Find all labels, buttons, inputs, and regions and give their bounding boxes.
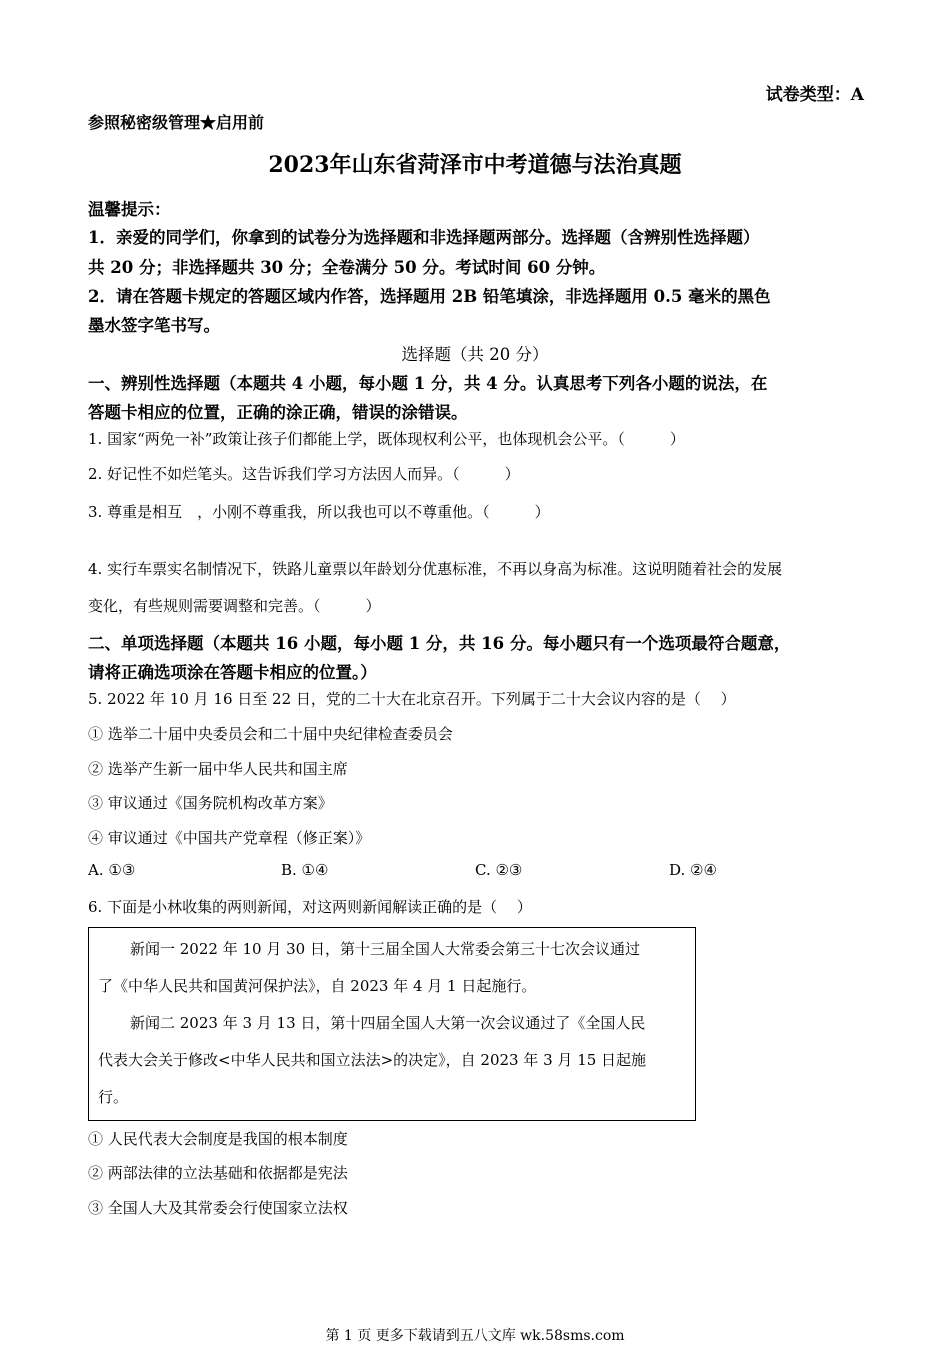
page-footer: 第 1 页 更多下载请到五八文库 wk.58sms.com [325, 1328, 625, 1344]
section-header: 选择题（共 20 分） [401, 345, 549, 364]
part1-heading: 一、辨别性选择题（本题共 4 小题，每小题 1 分，共 4 分。认真思考下列各小题的说法，在 [88, 374, 768, 393]
part2-heading: 请将正确选项涂在答题卡相应的位置。） [88, 663, 377, 682]
news-line: 行。 [98, 1088, 129, 1106]
option-d: D. ②④ [669, 861, 717, 879]
question-6-item: ② 两部法律的立法基础和依据都是宪法 [88, 1164, 348, 1182]
question-5-item: ④ 审议通过《中国共产党章程（修正案）》 [88, 829, 371, 847]
question-6-item: ① 人民代表大会制度是我国的根本制度 [88, 1130, 348, 1148]
tips-line: 墨水签字笔书写。 [88, 316, 220, 335]
page-title: 2023年山东省菏泽市中考道德与法治真题 [268, 152, 682, 178]
question-2: 2. 好记性不如烂笔头。这告诉我们学习方法因人而异。（ ） [88, 465, 520, 483]
question-5-item: ③ 审议通过《国务院机构改革方案》 [88, 794, 333, 812]
secret-level: 参照秘密级管理★启用前 [88, 113, 265, 132]
part2-heading: 二、单项选择题（本题共 16 小题，每小题 1 分，共 16 分。每小题只有一个选项最符合题意， [88, 634, 791, 653]
question-5-item: ① 选举二十届中央委员会和二十届中央纪律检查委员会 [88, 725, 453, 743]
news-line: 新闻二 2023 年 3 月 13 日，第十四届全国人大第一次会议通过了《全国人民 [130, 1014, 646, 1032]
tips-heading: 温馨提示： [88, 200, 171, 219]
news-line: 代表大会关于修改<中华人民共和国立法法>的决定》，自 2023 年 3 月 15 日起施 [98, 1051, 647, 1069]
news-line: 新闻一 2022 年 10 月 30 日，第十三届全国人大常委会第三十七次会议通过 [130, 940, 640, 958]
question-6-item: ③ 全国人大及其常委会行使国家立法权 [88, 1199, 348, 1217]
part1-heading: 答题卡相应的位置，正确的涂正确，错误的涂错误。 [88, 403, 468, 422]
question-5-item: ② 选举产生新一届中华人民共和国主席 [88, 760, 348, 778]
option-b: B. ①④ [281, 861, 329, 879]
question-4: 变化，有些规则需要调整和完善。（ ） [88, 597, 381, 615]
tips-line: 2．请在答题卡规定的答题区域内作答，选择题用 2B 铅笔填涂，非选择题用 0.5 毫米的黑色 [88, 287, 771, 306]
news-line: 了《中华人民共和国黄河保护法》，自 2023 年 4 月 1 日起施行。 [98, 977, 537, 995]
tips-line: 共 20 分；非选择题共 30 分；全卷满分 50 分。考试时间 60 分钟。 [88, 258, 606, 277]
question-4: 4. 实行车票实名制情况下，铁路儿童票以年龄划分优惠标准，不再以身高为标准。这说明随着社会的发展 [88, 560, 783, 578]
tips-line: 1．亲爱的同学们，你拿到的试卷分为选择题和非选择题两部分。选择题（含辨别性选择题） [88, 228, 760, 247]
question-1: 1. 国家“两免一补”政策让孩子们都能上学，既体现权利公平，也体现机会公平。（ ） [88, 430, 685, 448]
question-6-stem: 6. 下面是小林收集的两则新闻，对这两则新闻解读正确的是（ ） [88, 898, 532, 916]
paper-type: 试卷类型：A [765, 85, 864, 105]
question-5-stem: 5. 2022 年 10 月 16 日至 22 日，党的二十大在北京召开。下列属于二十大会议内容的是（ ） [88, 690, 736, 708]
option-a: A. ①③ [88, 861, 136, 879]
question-3: 3. 尊重是相互 ，小刚不尊重我，所以我也可以不尊重他。（ ） [88, 503, 550, 521]
option-c: C. ②③ [475, 861, 523, 879]
